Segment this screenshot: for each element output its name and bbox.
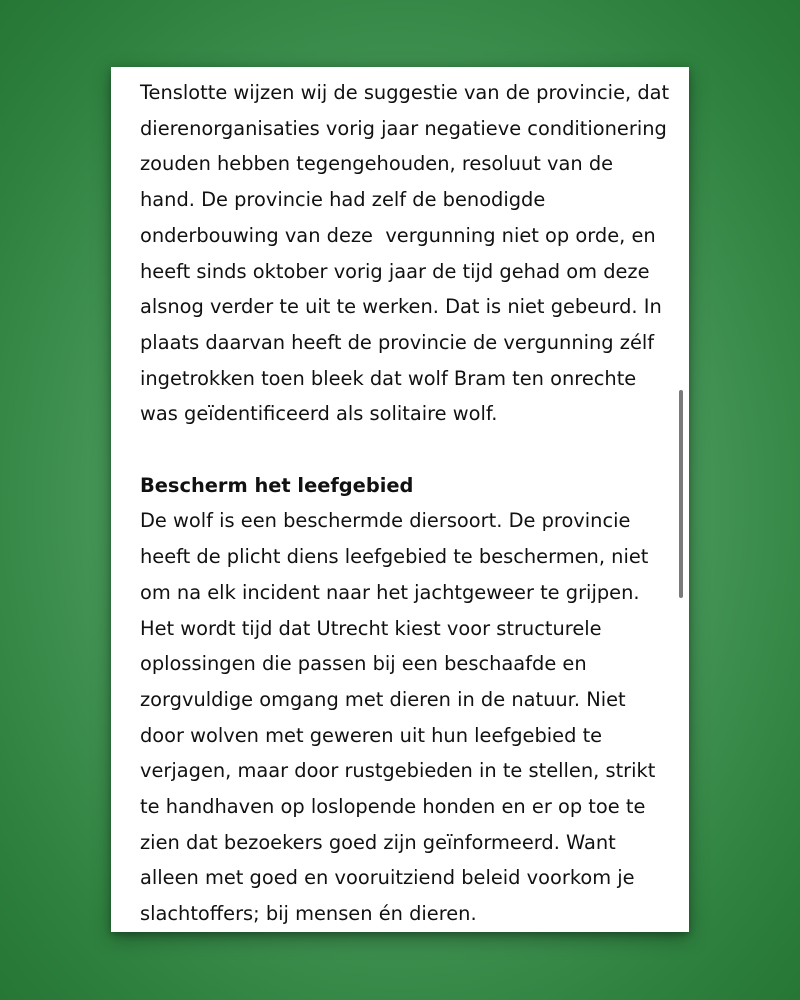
- article-card: [111, 67, 689, 932]
- paragraph-gap: [140, 432, 670, 468]
- paragraph-conclusion: Tenslotte wijzen wij de suggestie van de provincie, dat dierenorganisaties vorig jaar negatieve conditionering zouden hebben tegengehouden, resoluut van de hand. De provincie had zelf de benodigde onderbouwing van deze vergunning niet op orde, en heeft sinds oktober vorig jaar de tijd gehad om deze alsnog verder te uit te werken. Dat is niet gebeurd. In plaats daarvan heeft de provincie de vergunning zélf ingetrokken toen bleek dat wolf Bram ten onrechte was geïdentificeerd als solitaire wolf.: [140, 81, 676, 426]
- article-content: [140, 75, 676, 932]
- section-heading: Bescherm het leefgebied: [140, 473, 414, 497]
- scrollbar-thumb[interactable]: [679, 390, 683, 598]
- paragraph-habitat: De wolf is een beschermde diersoort. De provincie heeft de plicht diens leefgebied te beschermen, niet om na elk incident naar het jachtgeweer te grijpen. Het wordt tijd dat Utrecht kiest voor structurele oplossingen die passen bij een beschaafde en zorgvuldige omgang met dieren in de natuur. Niet door wolven met geweren uit hun leefgebied te verjagen, maar door rustgebieden in te stellen, strikt te handhaven op loslopende honden en er op toe te zien dat bezoekers goed zijn geïnformeerd. Want alleen met goed en vooruitziend beleid voorkom je slachtoffers; bij mensen én dieren.: [140, 509, 662, 926]
